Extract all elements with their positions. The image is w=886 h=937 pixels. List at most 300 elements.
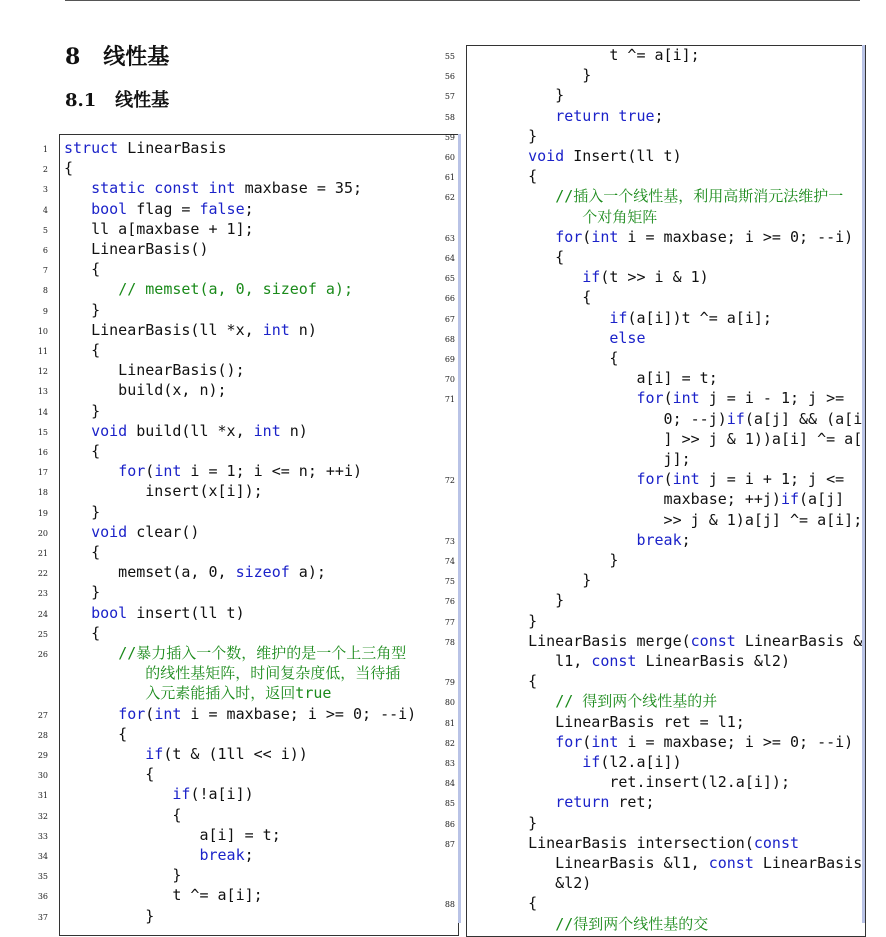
code-line [501, 146, 682, 166]
code-token [501, 147, 528, 165]
line-number: 58 [444, 112, 455, 122]
line-number: 78 [444, 637, 455, 647]
code-token: LinearBasis & [735, 631, 863, 650]
code-line [501, 550, 618, 570]
line-number: 1 [42, 145, 48, 154]
code-token: a[i] = t; [64, 825, 281, 844]
code-token [501, 107, 555, 125]
code-line [64, 805, 181, 825]
code-token [501, 692, 555, 710]
code-line [501, 429, 862, 449]
code-token: ( [663, 389, 673, 408]
line-number: 26 [37, 650, 48, 659]
code-line [501, 792, 655, 812]
code-token: } [64, 583, 101, 602]
code-line [64, 360, 245, 380]
code-line [501, 813, 537, 833]
code-token: //插入一个线性基，利用高斯消元法维护一 [555, 187, 844, 206]
code-line [64, 744, 308, 764]
code-token [64, 664, 145, 682]
code-token: { [501, 248, 565, 266]
code-line [501, 651, 790, 671]
line-number: 25 [37, 629, 48, 639]
code-token: { [64, 805, 182, 824]
code-token: int [591, 227, 619, 246]
line-number: 34 [37, 852, 48, 861]
code-line [501, 126, 537, 146]
code-token: ; [654, 106, 664, 125]
line-number: 66 [444, 294, 455, 304]
code-token: { [64, 159, 74, 178]
line-number: 5 [42, 225, 48, 235]
top-rule [65, 0, 860, 1]
code-line [501, 449, 691, 469]
line-number: 75 [444, 577, 455, 587]
code-token [64, 200, 91, 218]
line-number: 64 [444, 254, 455, 263]
code-token: const [753, 833, 800, 852]
code-line [64, 582, 100, 602]
code-token [501, 268, 582, 286]
code-token: for [118, 704, 146, 723]
code-token: LinearBasis merge( [501, 631, 691, 650]
code-line [64, 138, 227, 158]
code-line [501, 186, 843, 206]
code-token: insert(ll t) [127, 603, 245, 622]
code-line [64, 279, 353, 299]
code-line [64, 663, 400, 683]
code-token: } [501, 591, 565, 610]
code-line [64, 704, 416, 724]
code-line [64, 522, 199, 542]
code-token: l1, [501, 652, 592, 670]
code-line [501, 853, 862, 873]
code-token: } [501, 813, 538, 832]
code-line [64, 239, 209, 259]
right-scroll-stripe [862, 45, 865, 923]
code-token: LinearBasis ret = l1; [501, 712, 745, 731]
code-token [64, 179, 91, 197]
line-number: 82 [444, 738, 455, 748]
code-token: const [591, 652, 637, 670]
code-token [501, 208, 582, 226]
code-token: j = i + 1; j <= [699, 470, 845, 489]
code-token: (a[j] && (a[i [744, 409, 863, 428]
code-token: void [91, 421, 128, 440]
code-token: if [582, 268, 601, 287]
code-line [64, 603, 245, 623]
line-number: 76 [444, 597, 455, 607]
subsection-number: 8.1 [65, 90, 97, 111]
code-token: ( [582, 732, 592, 751]
line-number: 87 [444, 839, 455, 849]
code-token [501, 915, 555, 933]
line-number: 16 [37, 448, 48, 457]
code-token: 入元素能插入时，返回true [145, 684, 332, 703]
code-token: else [609, 328, 646, 347]
code-token: ll a[maxbase + 1]; [64, 219, 254, 238]
code-token: LinearBasis [118, 139, 227, 157]
line-number: 63 [444, 233, 455, 243]
line-number: 17 [37, 468, 48, 478]
code-line [64, 724, 127, 744]
code-token: &l2) [501, 874, 592, 893]
line-number: 56 [444, 72, 455, 82]
line-number: 13 [37, 387, 48, 397]
code-token: LinearBasis intersection( [501, 833, 754, 852]
code-token: (!a[i]) [190, 785, 254, 804]
code-token [64, 705, 118, 723]
line-number: 10 [37, 326, 48, 336]
code-line [64, 158, 73, 178]
line-number: 62 [444, 193, 455, 203]
code-line [64, 865, 181, 885]
line-number: 69 [444, 355, 455, 364]
code-line [64, 825, 281, 845]
code-token: for [636, 470, 664, 489]
code-token: 的线性基矩阵，时间复杂度低，当待插 [145, 664, 401, 683]
code-token: (a[i])t ^= a[i]; [627, 308, 772, 327]
code-token: ; [681, 530, 691, 549]
line-number: 6 [42, 246, 48, 255]
code-token [64, 785, 172, 803]
code-token [64, 462, 118, 480]
code-token: static const int [91, 179, 236, 198]
code-line [501, 510, 862, 530]
code-line [501, 388, 844, 408]
code-token [64, 422, 91, 440]
code-line [501, 207, 657, 227]
line-number: 24 [37, 609, 48, 619]
code-token: int [672, 470, 700, 489]
line-number: 70 [444, 375, 455, 385]
code-line [501, 530, 691, 550]
code-token: { [64, 543, 101, 561]
code-line [501, 368, 718, 388]
code-line [501, 287, 591, 307]
code-token: } [501, 86, 565, 105]
line-number: 61 [444, 173, 455, 183]
line-number: 2 [42, 165, 48, 175]
code-line [501, 611, 537, 631]
code-token: LinearBasis() [64, 240, 209, 258]
code-token: } [64, 866, 182, 885]
code-line [501, 308, 772, 328]
code-line [64, 219, 254, 239]
line-number: 8 [42, 286, 48, 296]
code-token: 个对角矩阵 [582, 207, 658, 226]
line-number: 60 [444, 153, 455, 162]
line-number: 84 [444, 779, 455, 789]
line-number: 57 [444, 92, 455, 102]
code-token: (t & (1ll << i)) [163, 745, 308, 763]
code-token: { [501, 167, 538, 186]
code-line [501, 732, 853, 752]
code-token: int [591, 732, 619, 751]
code-token: // memset(a, 0, sizeof a); [118, 280, 353, 299]
code-token: if [172, 785, 191, 804]
code-token: a[i] = t; [501, 369, 718, 388]
line-number: 59 [444, 132, 455, 142]
code-line [501, 691, 717, 711]
code-token: Insert(ll t) [564, 147, 682, 165]
code-line [501, 328, 646, 348]
code-line [64, 885, 263, 905]
code-token: if [726, 409, 745, 428]
code-line [501, 267, 709, 287]
code-line [64, 340, 100, 360]
line-number: 72 [444, 476, 455, 486]
code-token: { [64, 260, 101, 279]
code-token [501, 793, 555, 811]
code-token: if [780, 490, 800, 509]
line-number: 31 [37, 791, 48, 801]
line-number: 77 [444, 617, 455, 627]
left-scroll-stripe [458, 134, 461, 923]
code-line [501, 833, 799, 853]
code-token: { [64, 442, 101, 460]
code-line [64, 481, 263, 501]
code-token: for [636, 389, 664, 408]
code-line [64, 441, 100, 461]
code-token: int [154, 704, 182, 723]
code-token [501, 733, 555, 751]
code-line [501, 85, 564, 105]
code-token: if [582, 753, 601, 771]
code-line [501, 590, 564, 610]
line-number: 12 [37, 367, 48, 377]
code-line [64, 178, 362, 198]
code-token: return [555, 793, 610, 812]
code-line [64, 764, 154, 784]
code-line [501, 247, 564, 267]
code-line [501, 893, 537, 913]
code-token: i = maxbase; i >= 0; --i) [618, 227, 854, 246]
code-token [64, 684, 145, 702]
code-token [501, 531, 636, 549]
code-token: ( [145, 704, 155, 723]
code-token: sizeof [235, 563, 290, 582]
line-number: 11 [37, 347, 48, 356]
code-line [64, 683, 331, 703]
code-token: bool [91, 603, 128, 622]
code-token: j = i - 1; j >= [699, 389, 845, 408]
code-token: //得到两个线性基的交 [555, 914, 709, 933]
code-token: { [501, 672, 538, 691]
subsection-heading [65, 86, 169, 112]
code-token: maxbase = 35; [235, 179, 363, 198]
code-line [501, 348, 618, 368]
code-token: clear() [127, 522, 200, 541]
code-line [501, 712, 745, 732]
line-number: 71 [444, 395, 455, 405]
code-line [501, 772, 790, 792]
line-number: 81 [444, 718, 455, 728]
code-token [501, 389, 636, 407]
code-line [501, 409, 862, 429]
code-line [501, 570, 591, 590]
line-number: 80 [444, 698, 455, 708]
code-token: a); [289, 563, 326, 582]
code-token: false [199, 199, 245, 218]
code-token [64, 846, 199, 864]
line-number: 4 [42, 205, 48, 215]
code-token: int [253, 421, 281, 440]
code-token: for [118, 462, 146, 481]
code-line [501, 671, 537, 691]
code-token: j]; [501, 450, 691, 468]
code-token: ret.insert(l2.a[i]); [501, 773, 790, 792]
line-number: 79 [444, 678, 455, 688]
line-number: 21 [37, 549, 48, 558]
code-line [64, 784, 254, 804]
code-token: break [636, 530, 682, 549]
line-number: 3 [42, 185, 48, 195]
line-number: 7 [42, 266, 48, 276]
code-token: (a[j] [799, 490, 845, 509]
line-number: 86 [444, 819, 455, 829]
line-number: 27 [37, 710, 48, 720]
code-token: i = maxbase; i >= 0; --i) [181, 704, 417, 723]
code-token: ] >> j & 1))a[i] ^= a[ [501, 429, 863, 448]
code-token: memset(a, 0, [64, 563, 236, 582]
code-line [64, 845, 254, 865]
code-token: } [501, 571, 592, 590]
line-number: 22 [37, 569, 48, 579]
code-line [64, 461, 362, 481]
code-token: } [501, 66, 592, 85]
code-line [501, 873, 591, 893]
code-line [64, 320, 317, 340]
code-token [501, 187, 555, 205]
line-number: 19 [37, 508, 48, 518]
code-token [64, 644, 118, 662]
code-token [501, 753, 582, 771]
line-number: 55 [444, 52, 455, 61]
code-token: t ^= a[i]; [64, 886, 263, 905]
code-token [501, 228, 555, 246]
line-number: 30 [37, 771, 48, 781]
code-token [64, 523, 91, 541]
code-token: ; [244, 199, 254, 218]
line-number: 83 [444, 759, 455, 768]
code-token: { [64, 724, 128, 743]
code-line [64, 259, 100, 279]
line-number: 14 [37, 407, 48, 417]
code-token: //暴力插入一个数，维护的是一个上三角型 [118, 644, 407, 662]
code-line [501, 469, 844, 489]
code-token: // 得到两个线性基的并 [555, 692, 718, 711]
code-token: ; [244, 846, 254, 864]
code-token: bool [91, 199, 128, 218]
code-token: LinearBasis [753, 854, 863, 872]
code-token: build(x, n); [64, 381, 227, 400]
code-token: ( [663, 470, 673, 489]
code-token: { [64, 341, 101, 359]
code-token: maxbase; ++j) [501, 490, 781, 509]
code-token: { [64, 765, 155, 784]
code-token [501, 470, 636, 488]
code-token: void [528, 147, 565, 165]
code-line [64, 421, 308, 441]
code-token: } [501, 551, 619, 569]
code-line [64, 199, 254, 219]
code-token: (t >> i & 1) [600, 268, 709, 287]
subsection-title: 线性基 [115, 90, 170, 111]
code-token: for [555, 732, 583, 751]
code-token [64, 745, 145, 763]
code-token: } [64, 502, 101, 521]
code-token: ( [582, 227, 592, 246]
line-number: 73 [444, 536, 455, 546]
code-token: LinearBasis &l1, [501, 854, 709, 872]
code-line [64, 300, 100, 320]
code-token: if [609, 308, 628, 327]
line-number: 9 [42, 306, 48, 316]
code-token: build(ll *x, [127, 421, 254, 440]
code-token: n) [280, 421, 308, 440]
line-number: 36 [37, 892, 48, 902]
line-number: 29 [37, 751, 48, 760]
code-token: { [64, 623, 101, 642]
code-token: LinearBasis(ll *x, [64, 320, 263, 339]
code-token: } [501, 126, 538, 145]
code-token [64, 604, 91, 622]
code-line [501, 166, 537, 186]
code-token: void [91, 522, 128, 541]
line-number: 15 [37, 427, 48, 437]
code-line [501, 106, 664, 126]
code-token [501, 309, 609, 327]
line-number: 67 [444, 314, 455, 324]
code-token: LinearBasis &l2) [636, 652, 790, 670]
code-token: } [64, 906, 155, 925]
code-token: { [501, 288, 592, 307]
line-number: 35 [37, 872, 48, 882]
code-token: (l2.a[i]) [600, 753, 682, 771]
line-number: 33 [37, 831, 48, 841]
code-line [501, 914, 708, 934]
code-token: } [64, 401, 101, 420]
code-token: i = 1; i <= n; ++i) [181, 462, 363, 481]
code-line [501, 752, 682, 772]
code-line [501, 489, 844, 509]
line-number: 85 [444, 799, 455, 809]
code-line [64, 542, 100, 562]
code-token: { [501, 894, 538, 913]
code-token: insert(x[i]); [64, 482, 263, 501]
section-number: 8 [65, 44, 81, 70]
code-token: for [555, 227, 583, 246]
code-token: } [64, 300, 101, 319]
code-line [501, 227, 853, 247]
line-number: 88 [444, 900, 455, 910]
code-line [64, 623, 100, 643]
line-number: 18 [37, 488, 48, 498]
line-number: 65 [444, 274, 455, 284]
code-line [501, 631, 862, 651]
code-token: n) [289, 320, 317, 339]
code-line [64, 380, 227, 400]
code-line [64, 502, 100, 522]
section-title: 线性基 [103, 44, 170, 70]
line-number: 37 [37, 912, 48, 922]
code-token: struct [64, 139, 119, 157]
code-token: i = maxbase; i >= 0; --i) [618, 732, 854, 751]
code-token: int [154, 462, 182, 481]
line-number: 20 [37, 528, 48, 538]
line-number: 23 [37, 589, 48, 599]
